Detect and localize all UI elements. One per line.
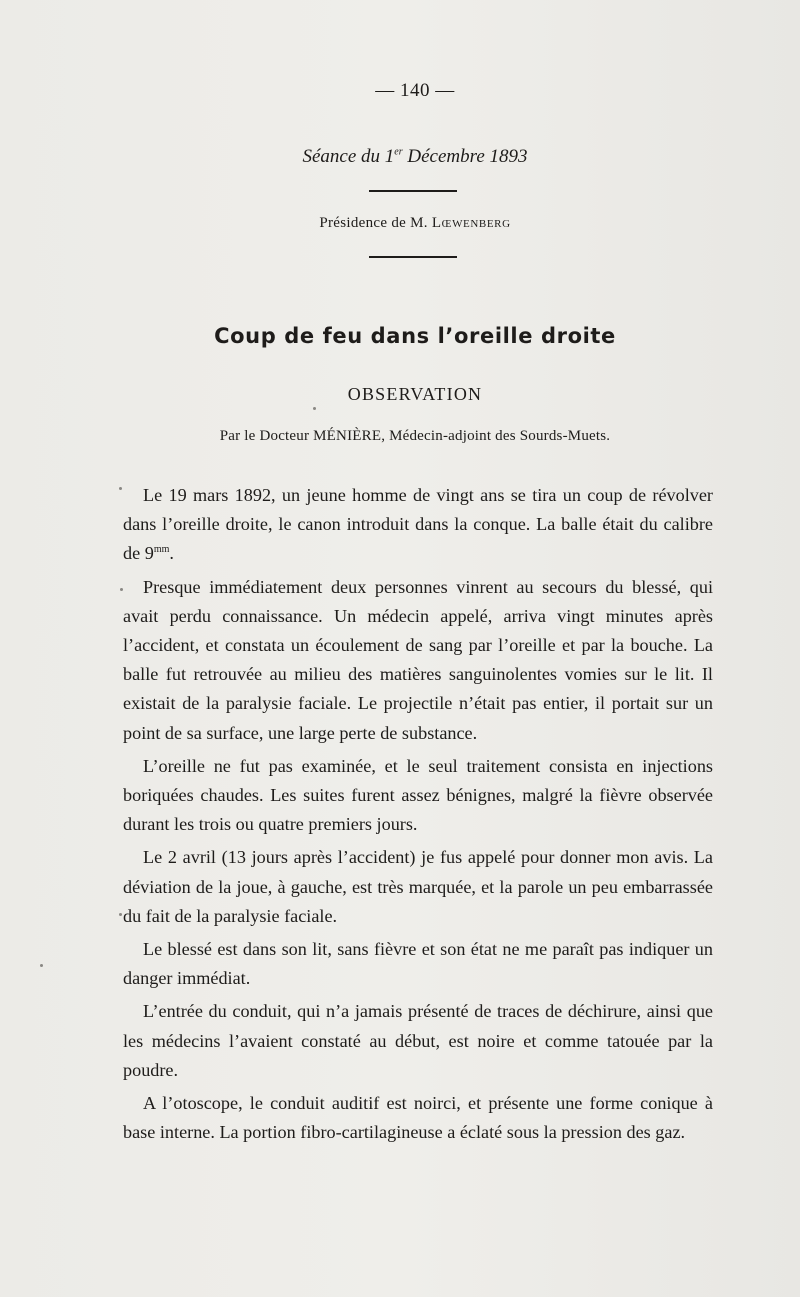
page-number: — 140 —: [375, 80, 455, 101]
paragraph-7: A l’otoscope, le conduit auditif est noirci, et présente une forme conique à base interne. La portion fibro-cartilagineuse a éclaté sous la pression des gaz.: [123, 1093, 713, 1143]
paragraph-6: L’entrée du conduit, qui n’a jamais présenté de traces de déchirure, ainsi que les médecins l’avaient constaté au début, est noire et comme tatouée par la poudre.: [123, 1001, 713, 1080]
article-body: [123, 481, 713, 1151]
session-date-superscript: er: [394, 146, 403, 158]
presidence-line: [0, 215, 800, 232]
session-date-prefix: Séance du 1: [302, 146, 395, 167]
caliber-unit-superscript: mm: [153, 544, 170, 556]
divider-rule-top: [369, 190, 457, 192]
article-subtitle: OBSERVATION: [347, 384, 483, 404]
paragraph-2: Presque immédiatement deux personnes vinrent au secours du blessé, qui avait perdu connaissance. Un médecin appelé, arriva vingt minutes après l’accident, et constata un écoulement de sang par l’oreille et par la bouche. La balle fut retrouvée au milieu des matières sanguinolentes vomies sur le lit. Il existait de la paralysie faciale. Le projectile n’était pas entier, il portait sur un point de sa surface, une large perte de substance.: [123, 576, 713, 743]
paragraph-1-text: Le 19 mars 1892, un jeune homme de vingt ans se tira un coup de révolver dans l’oreille droite, le canon introduit dans la conque. La balle était du calibre de 9: [123, 485, 713, 564]
paper-speck: [40, 964, 43, 967]
divider-rule-bottom: [369, 256, 457, 258]
session-date-suffix: Décembre 1893: [402, 146, 528, 167]
paragraph-4: Le 2 avril (13 jours après l’accident) je fus appelé pour donner mon avis. La déviation de la joue, à gauche, est très marquée, et la parole un peu embarrassée du fait de la paralysie faciale.: [123, 847, 713, 926]
paragraph-3: L’oreille ne fut pas examinée, et le seul traitement consista en injections boriquées chaudes. Les suites furent assez bénignes, malgré la fièvre observée durant les trois ou quatre premiers jours.: [123, 755, 713, 835]
session-heading: [0, 146, 800, 168]
paper-speck: [119, 913, 122, 916]
article-title: Coup de feu dans l’oreille droite: [214, 324, 616, 348]
paper-speck: [313, 407, 316, 410]
article-byline: Par le Docteur MÉNIÈRE, Médecin-adjoint des Sourds-Muets.: [219, 428, 611, 444]
president-name: Lœwenberg: [431, 215, 511, 231]
paper-speck: [119, 487, 122, 490]
paragraph-5: Le blessé est dans son lit, sans fièvre et son état ne me paraît pas indiquer un danger immédiat.: [123, 939, 713, 989]
paragraph-1-end: .: [169, 543, 174, 564]
presidence-prefix: Présidence de M.: [319, 215, 432, 231]
paper-speck: [120, 588, 123, 591]
paragraph-1: [123, 481, 713, 569]
